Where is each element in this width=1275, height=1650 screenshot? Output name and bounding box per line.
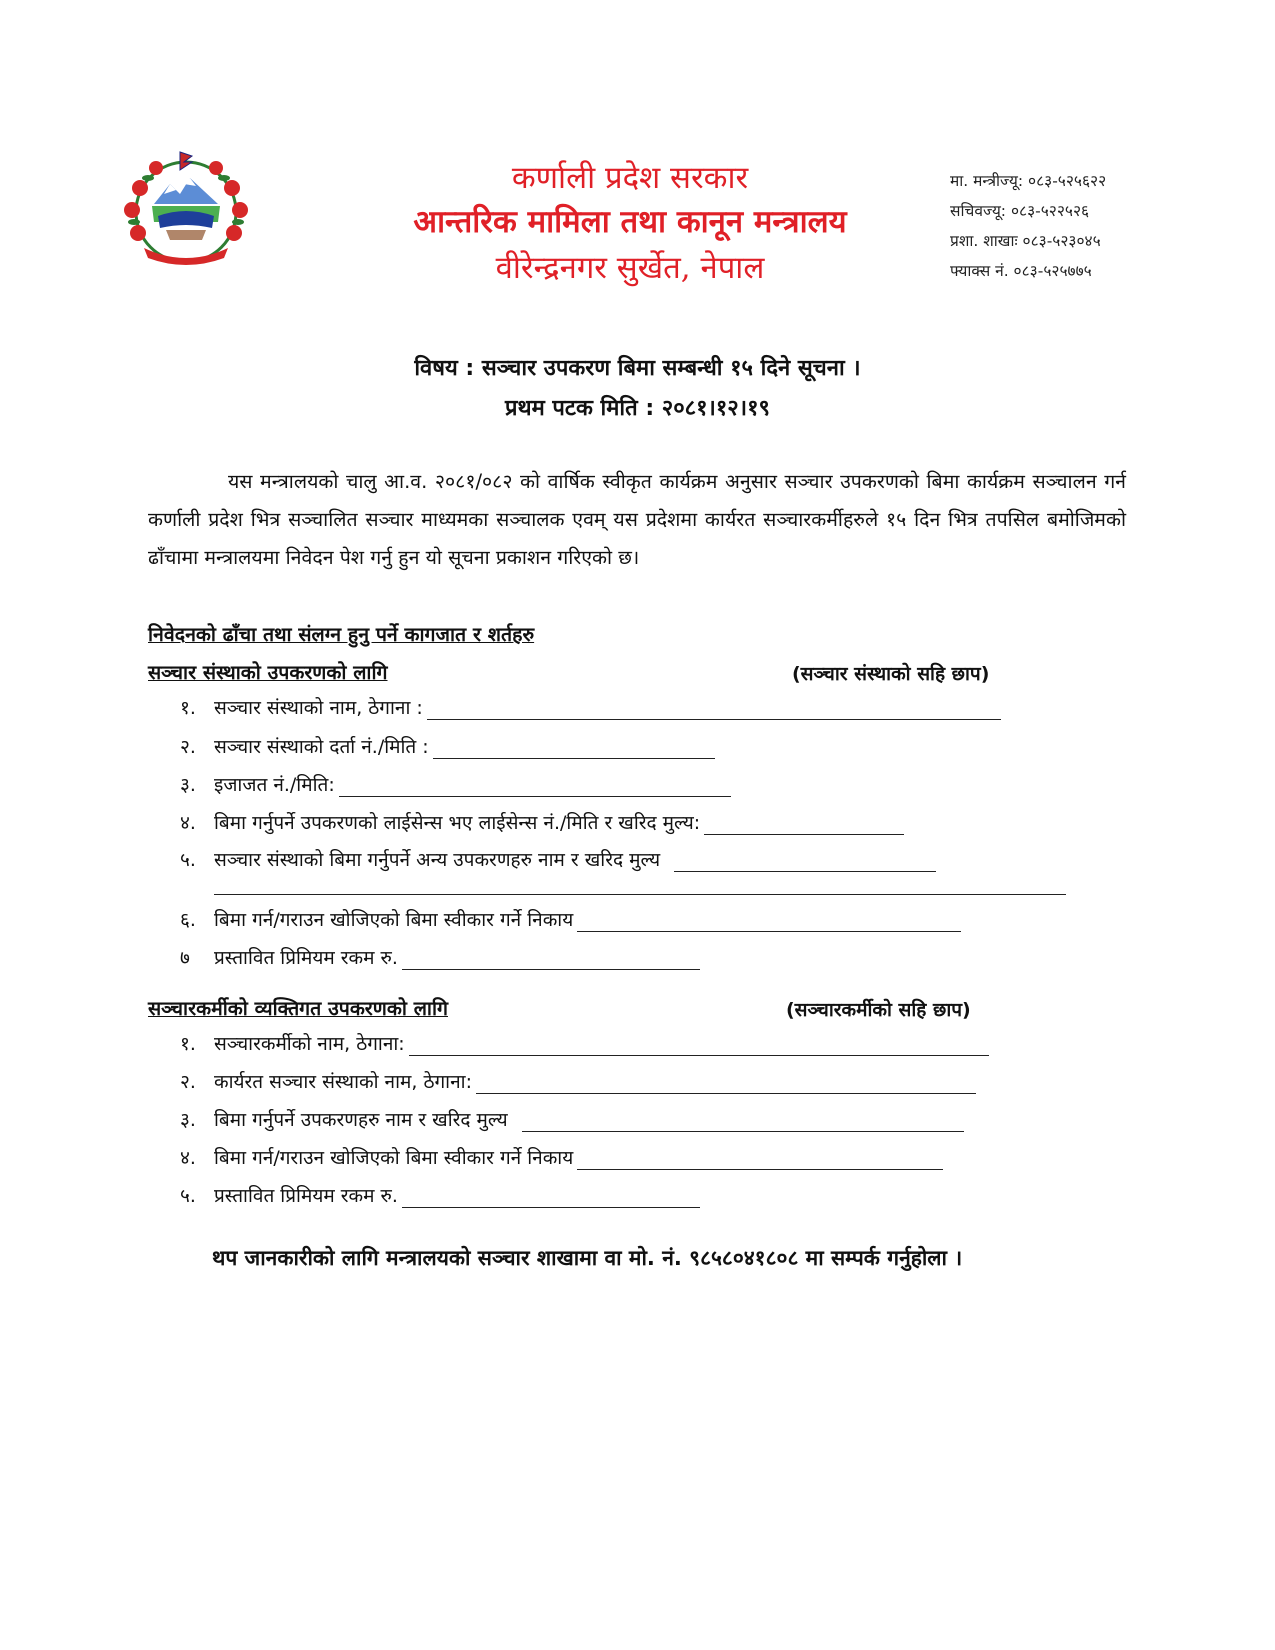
form-item: ५. सञ्चार संस्थाको बिमा गर्नुपर्ने अन्य उपकरणहरु नाम र खरिद मुल्य [180, 842, 936, 872]
form-item: ४. बिमा गर्न/गराउन खोजिएको बिमा स्वीकार गर्ने निकाय [180, 1140, 943, 1170]
contact-admin-branch: प्रशा. शाखाः ०८३-५२३०४५ [950, 232, 1101, 250]
fill-in-blank[interactable] [427, 697, 1001, 720]
application-format-heading: निवेदनको ढाँचा तथा संलग्न हुनु पर्ने कागजात र शर्तहरु [148, 623, 535, 646]
province-government-title: कर्णाली प्रदेश सरकार [511, 160, 749, 196]
journalist-section-title: सञ्चारकर्मीको व्यक्तिगत उपकरणको लागि [148, 997, 448, 1020]
contact-numbers [950, 166, 1106, 286]
form-item: ६. बिमा गर्न/गराउन खोजिएको बिमा स्वीकार गर्ने निकाय [180, 902, 961, 932]
notice-body-paragraph: यस मन्त्रालयको चालु आ.व. २०८१/०८२ को वार्षिक स्वीकृत कार्यक्रम अनुसार सञ्चार उपकरणको बिमा कार्यक्रम सञ्चालन गर्न कर्णाली प्रदेश भित्र सञ्चालित सञ्चार माध्यमका सञ्चालक एवम् यस प्रदेशमा कार्यरत सञ्चारकर्मीहरुले १५ दिन भित्र तपसिल बमोजिमको ढाँचामा मन्त्रालयमा निवेदन पेश गर्नु हुन यो सूचना प्रकाशन गरिएको छ। [148, 470, 1126, 569]
fill-in-blank[interactable] [402, 1185, 700, 1208]
form-item: ७ प्रस्तावित प्रिमियम रकम रु. [180, 940, 700, 970]
form-item: २. सञ्चार संस्थाको दर्ता नं./मिति : [180, 729, 715, 759]
fill-in-blank[interactable] [704, 812, 904, 835]
form-item: १. सञ्चार संस्थाको नाम, ठेगाना : [180, 690, 1001, 720]
letterhead [330, 160, 930, 287]
form-item: २. कार्यरत सञ्चार संस्थाको नाम, ठेगाना: [180, 1064, 976, 1094]
form-item: ३. बिमा गर्नुपर्ने उपकरणहरु नाम र खरिद मुल्य [180, 1102, 964, 1132]
form-item: १. सञ्चारकर्मीको नाम, ठेगाना: [180, 1026, 989, 1056]
fill-in-blank[interactable] [522, 1109, 964, 1132]
contact-information-note: थप जानकारीको लागि मन्त्रालयको सञ्चार शाखामा वा मो. नं. ९८५८०४१८०८ मा सम्पर्क गर्नुहोला । [212, 1246, 963, 1270]
fill-in-blank[interactable] [674, 849, 936, 872]
contact-fax: फ्याक्स नं. ०८३-५२५७७५ [950, 262, 1092, 280]
fill-in-blank[interactable] [409, 1033, 989, 1056]
fill-in-blank[interactable] [577, 909, 961, 932]
government-emblem-logo [118, 148, 254, 272]
ministry-title: आन्तरिक मामिला तथा कानून मन्त्रालय [413, 204, 847, 241]
journalist-seal-note: (सञ्चारकर्मीको सहि छाप) [786, 999, 971, 1021]
fill-in-blank[interactable] [476, 1071, 976, 1094]
form-item: ५. प्रस्तावित प्रिमियम रकम रु. [180, 1178, 700, 1208]
fill-in-blank-continued[interactable] [214, 894, 1066, 895]
contact-minister: मा. मन्त्रीज्यू: ०८३-५२५६२२ [950, 172, 1107, 190]
fill-in-blank[interactable] [339, 774, 731, 797]
org-section-title: सञ्चार संस्थाको उपकरणको लागि [148, 661, 388, 684]
contact-secretary: सचिवज्यू: ०८३-५२२५२६ [950, 202, 1090, 220]
form-item: ३. इजाजत नं./मिति: [180, 767, 731, 797]
fill-in-blank[interactable] [402, 947, 700, 970]
first-publication-date: प्रथम पटक मिति : २०८१।१२।१९ [505, 396, 770, 421]
form-item: ४. बिमा गर्नुपर्ने उपकरणको लाईसेन्स भए लाईसेन्स नं./मिति र खरिद मुल्य: [180, 805, 904, 835]
org-seal-note: (सञ्चार संस्थाको सहि छाप) [792, 663, 990, 685]
office-address: वीरेन्द्रनगर सुर्खेत, नेपाल [495, 249, 765, 286]
notice-subject: विषय : सञ्चार उपकरण बिमा सम्बन्धी १५ दिने सूचना । [414, 356, 861, 381]
fill-in-blank[interactable] [433, 736, 715, 759]
fill-in-blank[interactable] [577, 1147, 943, 1170]
